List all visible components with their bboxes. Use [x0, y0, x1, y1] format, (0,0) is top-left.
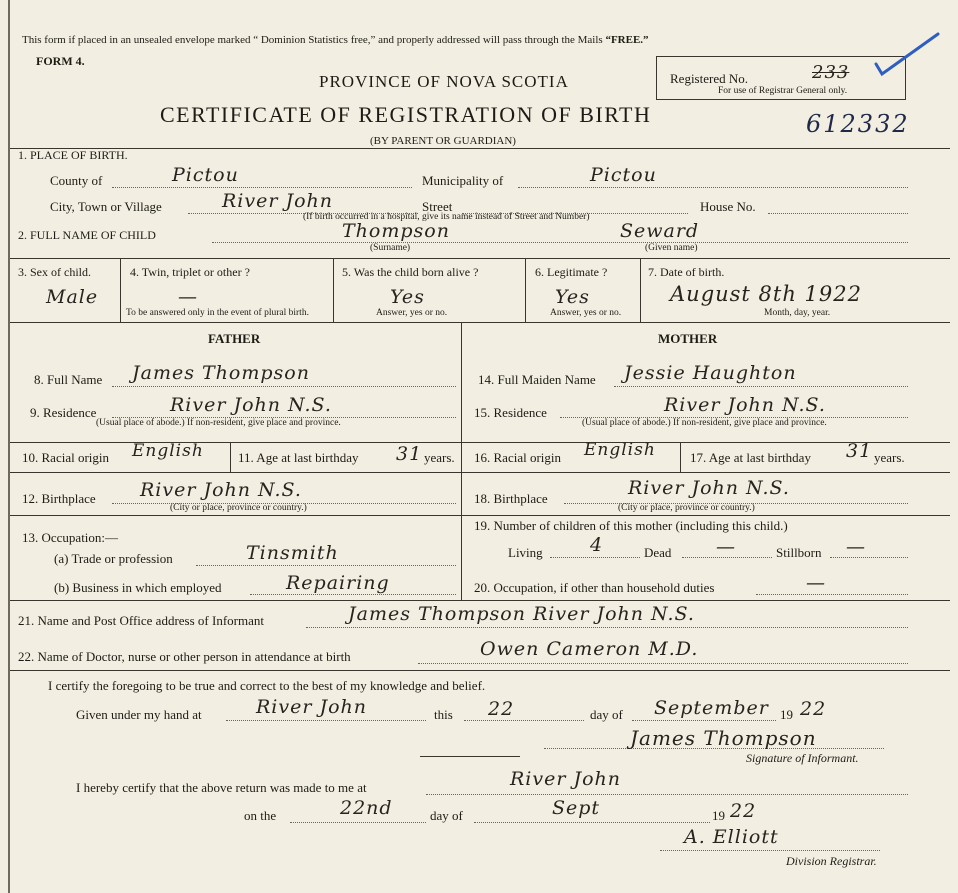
father-name: James Thompson [132, 362, 310, 384]
certificate-title: CERTIFICATE OF REGISTRATION OF BIRTH [160, 102, 652, 127]
father-birthplace-note: (City or place, province or country.) [170, 503, 307, 513]
col-divider [640, 258, 641, 322]
county-line [112, 187, 412, 188]
child-surname: Thompson [342, 220, 450, 242]
registered-value: 233 [812, 62, 850, 83]
trade-value: Tinsmith [246, 542, 339, 564]
street-label: Street [422, 199, 453, 214]
col-divider [120, 258, 121, 322]
given-label: Given under my hand at [76, 707, 202, 722]
registrar-place: River John [510, 768, 622, 790]
county-label: County of [50, 173, 103, 188]
row-border [10, 670, 950, 671]
reg-month-line [474, 822, 710, 823]
place-of-birth-heading: 1. PLACE OF BIRTH. [18, 148, 128, 162]
col-divider [525, 258, 526, 322]
signature-caption: Signature of Informant. [746, 751, 859, 765]
business-line [250, 594, 456, 595]
registrar-place-line [426, 794, 908, 795]
dead-value: — [716, 536, 736, 558]
father-name-label: 8. Full Name [34, 372, 103, 387]
living-line [550, 557, 640, 558]
trade-label: (a) Trade or profession [54, 551, 173, 566]
row-top-border [10, 258, 950, 259]
reg-year: 22 [730, 800, 757, 822]
alive-value: Yes [390, 286, 425, 308]
business-value: Repairing [286, 572, 390, 594]
mother-occupation: — [806, 572, 826, 594]
given-place-line [226, 720, 426, 721]
living-label: Living [508, 545, 543, 560]
mother-age: 31 [846, 440, 873, 462]
registrar-sign-line [660, 850, 880, 851]
father-residence-label: 9. Residence [30, 405, 97, 420]
registered-label: Registered No. [670, 71, 748, 86]
dob-label: 7. Date of birth. [648, 265, 725, 279]
dob-value: August 8th 1922 [670, 282, 862, 306]
twin-note: To be answered only in the event of plural birth. [126, 308, 309, 318]
stillborn-label: Stillborn [776, 545, 822, 560]
certify-day: 22 [488, 698, 515, 720]
municipality-line [518, 187, 908, 188]
mother-years: years. [874, 450, 905, 465]
city-label: City, Town or Village [50, 199, 162, 214]
col-divider [680, 442, 681, 472]
certificate-subtitle: (BY PARENT OR GUARDIAN) [370, 135, 516, 147]
father-racial: English [132, 441, 204, 461]
county-value: Pictou [172, 164, 239, 186]
given-name-note: (Given name) [645, 243, 698, 253]
row-border [10, 472, 950, 473]
divider [10, 148, 950, 149]
stillborn-line [830, 557, 908, 558]
mail-free: “FREE.” [605, 34, 649, 46]
registrar-statement: I hereby certify that the above return was made to me at [76, 780, 367, 795]
informant-line [306, 627, 908, 628]
province-heading: PROVINCE OF NOVA SCOTIA [319, 72, 569, 91]
on-the-label: on the [244, 808, 277, 823]
mother-birthplace-note: (City or place, province or country.) [618, 503, 755, 513]
surname-note: (Surname) [370, 243, 411, 253]
reg-day: 22nd [340, 797, 393, 819]
house-label: House No. [700, 199, 756, 214]
page-edge [8, 0, 10, 893]
father-birthplace-label: 12. Birthplace [22, 491, 96, 506]
mother-residence-note: (Usual place of abode.) If non-resident, give place and province. [582, 418, 827, 428]
mother-birthplace-label: 18. Birthplace [474, 491, 548, 506]
father-name-line [112, 386, 456, 387]
reg-month: Sept [552, 797, 601, 819]
center-divider [461, 322, 462, 600]
stillborn-value: — [846, 536, 866, 558]
reg-day-line [290, 822, 426, 823]
business-label: (b) Business in which employed [54, 580, 222, 595]
city-value: River John [222, 190, 334, 212]
mother-heading: MOTHER [658, 331, 718, 346]
children-label: 19. Number of children of this mother (including this child.) [474, 518, 788, 533]
mother-occupation-label: 20. Occupation, if other than household duties [474, 580, 715, 595]
living-value: 4 [590, 534, 604, 556]
given-place: River John [256, 696, 368, 718]
mail-note: This form if placed in an unsealed envelope marked “ Dominion Statistics free,” and properly addressed will pass through the Mails “FREE.” [22, 34, 649, 46]
reg-year-prefix: 19 [712, 808, 725, 823]
reg-day-of-label: day of [430, 808, 463, 823]
sex-label: 3. Sex of child. [18, 265, 91, 279]
child-given-name: Seward [620, 220, 700, 242]
municipality-value: Pictou [590, 164, 657, 186]
informant-signature: James Thompson [630, 726, 817, 750]
mother-age-label: 17. Age at last birthday [690, 450, 811, 465]
trade-line [196, 565, 456, 566]
legitimate-note: Answer, yes or no. [550, 308, 622, 318]
house-line [768, 213, 908, 214]
legitimate-label: 6. Legitimate ? [535, 265, 608, 279]
alive-note: Answer, yes or no. [376, 308, 448, 318]
mother-occupation-line [756, 594, 908, 595]
child-name-label: 2. FULL NAME OF CHILD [18, 228, 156, 242]
twin-value: — [178, 286, 198, 308]
this-label: this [434, 707, 453, 722]
informant-label: 21. Name and Post Office address of Informant [18, 613, 264, 628]
mother-name: Jessie Haughton [624, 362, 797, 384]
mother-racial: English [584, 440, 656, 460]
doctor-line [418, 663, 908, 664]
child-name-line [212, 242, 908, 243]
mother-birthplace: River John N.S. [628, 477, 790, 499]
legitimate-value: Yes [555, 286, 590, 308]
alive-label: 5. Was the child born alive ? [342, 265, 479, 279]
father-years: years. [424, 450, 455, 465]
informant-value: James Thompson River John N.S. [348, 603, 695, 625]
certify-year: 22 [800, 698, 827, 720]
father-heading: FATHER [208, 331, 261, 346]
hospital-note: (If birth occurred in a hospital, give its name instead of Street and Number) [303, 212, 590, 222]
doctor-label: 22. Name of Doctor, nurse or other person in attendance at birth [18, 649, 351, 664]
father-residence-note: (Usual place of abode.) If non-resident, give place and province. [96, 418, 341, 428]
certify-month: September [654, 697, 769, 719]
father-age-label: 11. Age at last birthday [238, 450, 359, 465]
year-prefix: 19 [780, 707, 793, 722]
mother-name-label: 14. Full Maiden Name [478, 372, 596, 387]
registrar-caption: Division Registrar. [786, 854, 877, 868]
registrar-use-note: For use of Registrar General only. [718, 86, 848, 96]
row-border [10, 515, 950, 516]
mother-residence-label: 15. Residence [474, 405, 547, 420]
father-racial-label: 10. Racial origin [22, 450, 110, 465]
twin-label: 4. Twin, triplet or other ? [130, 265, 250, 279]
row-border [10, 600, 950, 601]
father-age: 31 [396, 443, 423, 465]
row-bottom-border [10, 322, 950, 323]
form-number: FORM 4. [36, 54, 85, 68]
dob-note: Month, day, year. [764, 308, 831, 318]
stamp-number: 612332 [806, 110, 910, 138]
mother-name-line [614, 386, 908, 387]
mother-residence: River John N.S. [664, 394, 826, 416]
col-divider [333, 258, 334, 322]
blank-rule [420, 756, 520, 757]
day-of-label: day of [590, 707, 623, 722]
check-mark-icon [872, 30, 942, 90]
registrar-signature: A. Elliott [684, 826, 779, 848]
father-residence: River John N.S. [170, 394, 332, 416]
col-divider [230, 442, 231, 472]
father-birthplace: River John N.S. [140, 479, 302, 501]
month-line [632, 720, 776, 721]
certify-statement: I certify the foregoing to be true and correct to the best of my knowledge and belief. [48, 678, 486, 693]
occupation-label: 13. Occupation:— [22, 530, 119, 545]
day-line [464, 720, 584, 721]
doctor-value: Owen Cameron M.D. [480, 638, 699, 660]
dead-label: Dead [644, 545, 672, 560]
municipality-label: Municipality of [422, 173, 504, 188]
mother-racial-label: 16. Racial origin [474, 450, 562, 465]
sex-value: Male [46, 286, 99, 308]
